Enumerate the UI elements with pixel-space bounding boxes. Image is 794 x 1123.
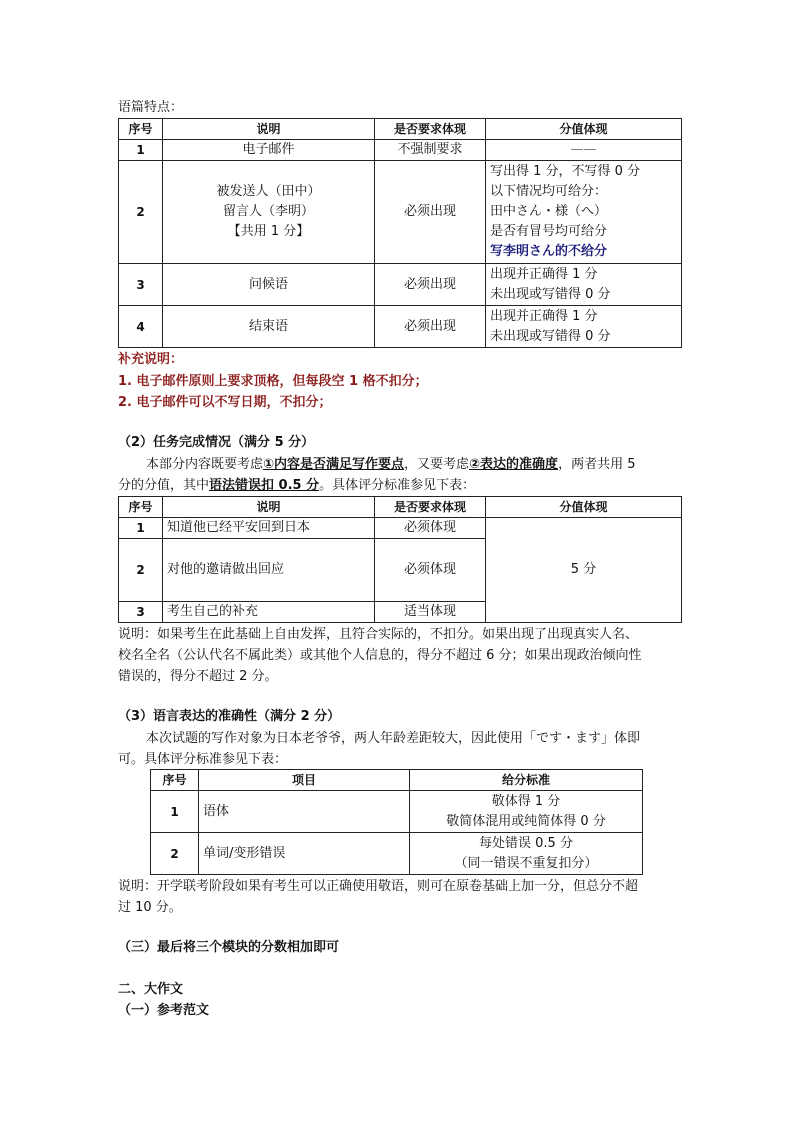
supplement-item-2: 2. 电子邮件可以不写日期，不扣分；: [118, 395, 332, 410]
table-task-completion: [118, 496, 682, 623]
col-header-desc: 说明: [163, 119, 375, 140]
table-row: 2 被发送人（田中） 留言人（李明） 【共用 1 分】 必须出现 写出得 1 分，不写得 0 分 以下情况均可给分： 田中さん・様（へ） 是否有冒号均可给分 写李明さん的不给分: [119, 161, 682, 264]
section2-intro-line1: 本部分内容既要考虑①内容是否满足写作要点，又要考虑②表达的准确度，两者共用 5: [146, 457, 636, 472]
section3-intro-line1: 本次试题的写作对象为日本老爷爷，两人年龄差距较大，因此使用「です・ます」体即: [146, 731, 641, 746]
table-row: 1 语体 敬体得 1 分 敬简体混用或纯简体得 0 分: [151, 791, 643, 833]
table-text-features: [118, 118, 682, 348]
section4-heading: （三）最后将三个模块的分数相加即可: [118, 940, 340, 955]
section5-heading: 二、大作文: [118, 982, 184, 997]
section3-note-line1: 说明：开学联考阶段如果有考生可以正确使用敬语，则可在原卷基础上加一分，但总分不超: [118, 879, 639, 894]
table-row: 4 结束语 必须出现 出现并正确得 1 分 未出现或写错得 0 分: [119, 306, 682, 348]
section3-intro-line2: 可。具体评分标准参见下表：: [118, 752, 288, 767]
col-header-num: 序号: [119, 497, 163, 518]
supplement-title: 补充说明：: [118, 352, 184, 367]
score-cell: 5 分: [486, 518, 682, 623]
col-header-desc: 说明: [163, 497, 375, 518]
col-header-num: 序号: [151, 770, 199, 791]
section2-note-line3: 错误的，得分不超过 2 分。: [118, 669, 278, 684]
col-header-score: 分值体现: [486, 119, 682, 140]
section3-note-line2: 过 10 分。: [118, 900, 182, 915]
table-row: 3 问候语 必须出现 出现并正确得 1 分 未出现或写错得 0 分: [119, 264, 682, 306]
table-language-accuracy: [150, 769, 643, 875]
table-row: 2 单词/变形错误 每处错误 0.5 分 （同一错误不重复扣分）: [151, 833, 643, 875]
col-header-req: 是否要求体现: [375, 119, 486, 140]
table-row: 2 对他的邀请做出回应 必须体现: [119, 539, 682, 602]
col-header-item: 项目: [199, 770, 410, 791]
col-header-score: 分值体现: [486, 497, 682, 518]
section1-heading: 语篇特点：: [118, 100, 184, 115]
col-header-req: 是否要求体现: [375, 497, 486, 518]
section2-heading: （2）任务完成情况（满分 5 分）: [118, 435, 315, 450]
section3-heading: （3）语言表达的准确性（满分 2 分）: [118, 709, 341, 724]
table-row: 1 知道他已经平安回到日本 必须体现 5 分: [119, 518, 682, 539]
section2-intro-line2: 分的分值，其中语法错误扣 0.5 分。具体评分标准参见下表：: [118, 478, 476, 493]
col-header-num: 序号: [119, 119, 163, 140]
section2-note-line2: 校名全名（公认代名不属此类）或其他个人信息的，得分不超过 6 分；如果出现政治倾向性: [118, 648, 642, 663]
col-header-criteria: 给分标准: [410, 770, 643, 791]
table-row: 3 考生自己的补充 适当体现: [119, 602, 682, 623]
supplement-item-1: 1. 电子邮件原则上要求顶格，但每段空 1 格不扣分；: [118, 374, 428, 389]
section5-subheading: （一）参考范文: [118, 1003, 210, 1018]
section2-note-line1: 说明：如果考生在此基础上自由发挥，且符合实际的，不扣分。如果出现了出现真实人名、: [118, 627, 639, 642]
table-row: 1 电子邮件 不强制要求 ——: [119, 140, 682, 161]
